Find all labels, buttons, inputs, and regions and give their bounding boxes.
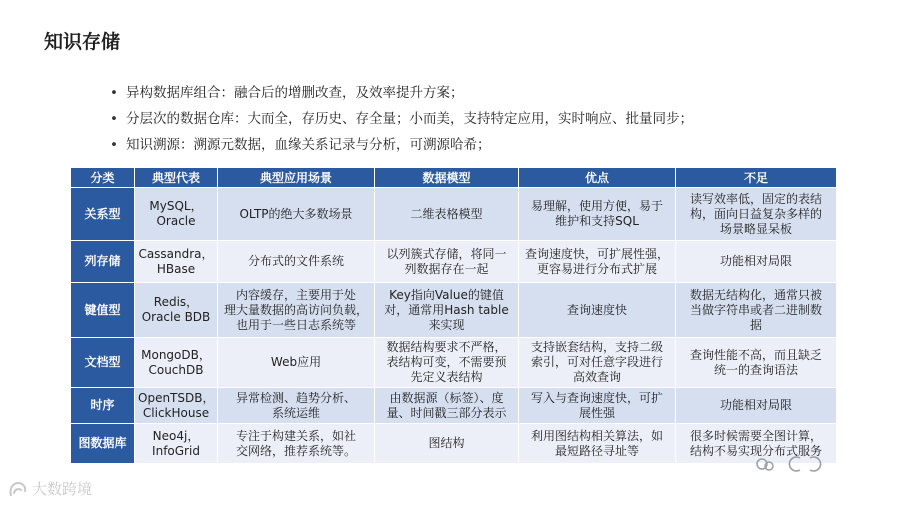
row-representatives: MySQL， Oracle [135, 188, 218, 241]
row-advantages: 支持嵌套结构，支持二级 索引，可对任意字段进行 高效查询 [519, 338, 676, 388]
row-disadvantages: 数据无结构化，通常只被 当做字符串或者二进制数 据 [676, 283, 837, 338]
watermark-left [8, 478, 92, 499]
database-comparison-table [70, 167, 837, 464]
row-category: 键值型 [71, 283, 135, 338]
bullet-item: • 分层次的数据仓库：大而全，存历史、存全量；小而美，支持特定应用，实时响应、批量同步； [126, 106, 693, 132]
row-scenarios: 分布式的文件系统 [218, 241, 375, 283]
table-header-row [71, 168, 837, 188]
watermark-right [752, 452, 822, 480]
row-data-model: 数据结构要求不严格， 表结构可变，不需要预 先定义表结构 [375, 338, 519, 388]
table-row [71, 241, 837, 283]
row-data-model: 以列簇式存储，将同一 列数据存在一起 [375, 241, 519, 283]
header-representatives: 典型代表 [135, 168, 218, 188]
row-advantages: 查询速度快，可扩展性强， 更容易进行分布式扩展 [519, 241, 676, 283]
row-category: 关系型 [71, 188, 135, 241]
row-scenarios: Web应用 [218, 338, 375, 388]
row-disadvantages: 查询性能不高，而且缺乏 统一的查询语法 [676, 338, 837, 388]
row-category: 文档型 [71, 338, 135, 388]
bullet-item: • 知识溯源：溯源元数据，血缘关系记录与分析，可溯源哈希； [126, 132, 693, 158]
row-representatives: Redis， Oracle BDB [135, 283, 218, 338]
table-row [71, 188, 837, 241]
row-advantages: 利用图结构相关算法，如 最短路径寻址等 [519, 424, 676, 464]
row-representatives: MongoDB， CouchDB [135, 338, 218, 388]
row-representatives: OpenTSDB， ClickHouse [135, 388, 218, 424]
row-data-model: 由数据源（标签）、度 量、时间戳三部分表示 [375, 388, 519, 424]
row-data-model: 图结构 [375, 424, 519, 464]
row-scenarios: OLTP的绝大多数场景 [218, 188, 375, 241]
row-category: 列存储 [71, 241, 135, 283]
row-representatives: Neo4j， InfoGrid [135, 424, 218, 464]
watermark-text: 大数跨境 [32, 480, 93, 498]
header-data-model: 数据模型 [375, 168, 519, 188]
wechat-watermark-icon [752, 452, 822, 476]
row-advantages: 易理解，使用方便，易于 维护和支持SQL [519, 188, 676, 241]
row-scenarios: 专注于构建关系，如社 交网络，推荐系统等。 [218, 424, 375, 464]
table-row [71, 338, 837, 388]
brand-logo-icon [8, 480, 28, 498]
row-data-model: 二维表格模型 [375, 188, 519, 241]
row-representatives: Cassandra， HBase [135, 241, 218, 283]
header-scenarios: 典型应用场景 [218, 168, 375, 188]
table-row [71, 424, 837, 464]
header-category: 分类 [71, 168, 135, 188]
row-disadvantages: 功能相对局限 [676, 241, 837, 283]
table-row [71, 388, 837, 424]
header-disadvantages: 不足 [676, 168, 837, 188]
row-advantages: 查询速度快 [519, 283, 676, 338]
bullet-item: • 异构数据库组合：融合后的增删改查，及效率提升方案； [126, 80, 693, 106]
row-disadvantages: 读写效率低，固定的表结 构，面向日益复杂多样的 场景略显呆板 [676, 188, 837, 241]
row-disadvantages: 很多时候需要全图计算， 结构不易实现分布式服务 [676, 424, 837, 464]
row-advantages: 写入与查询速度快，可扩 展性强 [519, 388, 676, 424]
row-category: 图数据库 [71, 424, 135, 464]
row-scenarios: 内容缓存，主要用于处 理大量数据的高访问负载， 也用于一些日志系统等 [218, 283, 375, 338]
row-category: 时序 [71, 388, 135, 424]
bullet-list [126, 80, 693, 158]
row-scenarios: 异常检测、趋势分析、 系统运维 [218, 388, 375, 424]
row-data-model: Key指向Value的键值 对，通常用Hash table 来实现 [375, 283, 519, 338]
page-title: 知识存储 [44, 31, 121, 53]
row-disadvantages: 功能相对局限 [676, 388, 837, 424]
header-advantages: 优点 [519, 168, 676, 188]
table-row [71, 283, 837, 338]
